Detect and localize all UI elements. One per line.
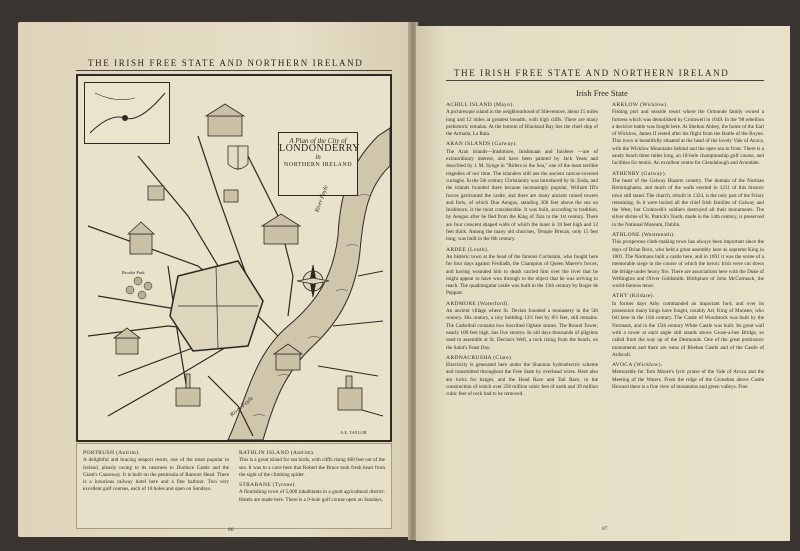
entry-heading: ARDNACRUSHA (Clare).: [446, 354, 513, 361]
entry-text: A flourishing town of 5,000 inhabitants in a good agricultural district. Hotels are made here. There is a 9-hole golf course open on Sundays.: [239, 489, 385, 503]
right-head-rule: [446, 80, 764, 81]
entry-heading: ATHENRY (Galway).: [612, 170, 667, 177]
londonderry-map: [76, 74, 392, 442]
map-title-in: in: [315, 153, 321, 161]
left-running-head: THE IRISH FREE STATE AND NORTHERN IRELAND: [88, 58, 364, 68]
entry-athenry: [612, 171, 764, 229]
entry-strabane: [239, 482, 385, 504]
entry-heading: RATHLIN ISLAND (Antrim).: [239, 450, 315, 456]
entry-ardmore: [446, 301, 598, 352]
entry-heading: ARAN ISLANDS (Galway).: [446, 141, 518, 148]
left-entries-box: [76, 443, 392, 529]
left-entries-col2: [239, 450, 385, 507]
entry-heading: ARDMORE (Waterford).: [446, 300, 510, 307]
entry-arklow: [612, 102, 764, 168]
entry-heading: ARDEE (Louth).: [446, 246, 489, 253]
section-title: Irish Free State: [576, 88, 628, 98]
left-entries-col1: [83, 450, 229, 497]
entry-text: A delightful and bracing seaport resort, one of the most popular in Ireland, pleasly owing to its nearness to Dunluce Castle and the Giant's Causeway. It is built on the peninsula of Ramore Head. There is a luxurious railway hotel here and a fine harbour. Two very excellent golf courses, each of 18 holes and open on Sundays.: [83, 457, 229, 493]
entry-heading: ARKLOW (Wicklow).: [612, 102, 669, 108]
entry-text: Memorable for Tom Moore's lyric praise of the Vale of Avoca and the Meeting of the Waters. From the ridge of the Croneban above Castle Howard there is a fine view of mountains and green valleys. Fine.: [612, 369, 764, 390]
entry-rathlin-island: [239, 450, 385, 479]
right-page: [416, 26, 790, 541]
map-title-cartouche: [278, 132, 361, 196]
entry-heading: ATHY (Kildare).: [612, 293, 655, 300]
right-col2: [612, 102, 764, 394]
entry-aran-islands: [446, 141, 598, 243]
entry-ardee: [446, 247, 598, 298]
map-title-line1: A Plan of the City of: [289, 137, 347, 145]
entry-text: The Aran islands—Inishmore, Inishmaan and Inisheer —are of extraordinary interest, and have been painted by Jack Yeats and described by J. M. Synge in "Riders to the Sea," one of the most terrible tragedies of our time. The islanders still use the ancient canvas-covered curraghs. In the 5th century Christianity was introduced by St. Enda, and the islands founded there became increasingly popular. William III's forces garrisoned the castle, and there are many ancient ruined towers and forts, of which Dun Aengus, standing 300 feet above the sea on Inishmore, is the most considerable. It was built, according to tradition, by Aengus after he fled from the King of Tara to the 1st century. There are four crescent shaped walls of which the inner is 18 feet high and 12 feet thick. Among the many old churches, Temple Brecan, only 15 feet long, was built in the 6th century.: [446, 148, 598, 243]
entry-athy: [612, 293, 764, 359]
right-running-head: THE IRISH FREE STATE AND NORTHERN IRELAND: [454, 68, 730, 78]
map-inset-locator: [84, 82, 170, 144]
left-page: [18, 22, 410, 537]
entry-heading: PORTRUSH (Antrim).: [83, 450, 140, 456]
entry-text: Fishing port and seaside resort where the Ormonde family owned a fortress which was demolished by Cromwell in 1649. In the '98 rebellion a decisive battle was fought here. At Shelton Abbey, the home of the Earl of Wicklow, James II rested after his flight from the Battle of the Boyne. This town is beautifully situated at the head of the lovely Vale of Avoca, with the Wicklow Mountains behind and the open sea in front. There is a sandy beach three miles long, an 18-hole championship golf course, and facilities for tennis. An excellent centre for Glendalough and Avondale.: [612, 109, 764, 167]
entry-portrush: [83, 450, 229, 494]
entry-text: This prosperous cloth-making town has always been important since the days of Brian Boru, who held a great assembly here as supreme King in 1001. The Normans built a castle here, and in 1691 it was the scene of a memorable siege in the course of which the heroic Irish were cut down the bridge under heavy fire. There are associations here with the Duke of Wellington and Oliver Goldsmith. Birthplace of John McCormack, the world-famous tenor.: [612, 239, 764, 290]
entry-heading: STRABANE (Tyrone).: [239, 482, 297, 489]
entry-text: A picturesque island in the neighbourhood of Slievemore, about 15 miles long and 12 miles at greatest breadth, with high cliffs. There are many prehistoric remains. At the bottom of Blacksod Bay lies the chief ship of the Armada, La Rata.: [446, 109, 598, 138]
entry-text: The heart of the Galway Blazers country. The domain of the Norman Berminghams, and much of the walls erected in 1211 of this historic town still stand. The church, rebuilt in 1324, is the only part of the Friary remaining. In it were buried all the chief Irish families of Galway and the West, but Cromwell's soldiers destroyed all their monuments. The silver shrine of St. Patrick's Tooth, made in the 14th century, is preserved in the National Museum, Dublin.: [612, 177, 764, 228]
entry-text: This is a great island for sea birds, with cliffs rising 400 feet out of the sea. It was to a cave here that Robert the Bruce took fresh heart from the sight of the climbing spider.: [239, 457, 385, 478]
entry-heading: ACHILL ISLAND (Mayo).: [446, 102, 515, 108]
entry-heading: AVOCA (Wicklow).: [612, 362, 663, 369]
entry-text: Electricity is generated here under the Shannon hydroelectric scheme and transmitted throughout the Free State by overhead wires. Here also are locks for barges, and the Head Race and Tail Race, in the construction of which over 250 million cubic feet of earth and 39 million cubic feet of rock had to be removed.: [446, 362, 598, 398]
right-col1: [446, 102, 598, 402]
entry-text: In former days Athy commanded an important ford, and over its possession many kings have fought, notably Art, King of Munster, who fell here in the 11th century. The Castle of Woodstock was built by the Normans, and in the 15th century White Castle was built. Its great wall with a tower at each angle still stands above Grose-a-bee Bridge, so called from the way up of the Desmonds. One of the great prehistoric monuments and there are ruins of Rheban Castle and of the Castle of Ardscull.: [612, 300, 764, 358]
entry-achill-island: [446, 102, 598, 138]
map-label-river-2: River Foyle: [229, 395, 255, 419]
entry-ardnacrusha: [446, 355, 598, 399]
left-head-rule: [76, 70, 392, 71]
map-artist-signature: A.E. TAYLOR: [340, 430, 367, 435]
entry-text: An historic town at the head of the famous Cuchulain, who fought here for four days against Ferdiadh, the Champion of Queen Maeve's forces, and having wounded him to death carried him over the river that he might appear to have won through to the object that he was striving to reach. The quadrangular castle was built in the 13th century by Roger de Peppart.: [446, 253, 598, 297]
map-title-region: NORTHERN IRELAND: [283, 162, 353, 168]
entry-avoca: [612, 362, 764, 391]
map-label-park: Brooke Park: [122, 270, 145, 275]
left-page-number: 86: [228, 527, 234, 533]
open-book: [18, 22, 794, 547]
right-page-number: 87: [602, 526, 608, 532]
entry-heading: ATHLONE (Westmeath).: [612, 232, 676, 239]
entry-athlone: [612, 232, 764, 290]
map-title-city: LONDONDERRY: [279, 143, 361, 154]
map-label-river: River Foyle: [314, 184, 330, 214]
entry-text: An ancient village where St. Declan founded a monastery in the 5th century. His oratory, a tiny building 13½ feet by 8½ feet, still remains. The Cathedral contains two inscribed Ogham stones. The Round Tower, nearly 100 feet high, has five storeys. In old days thousands of pilgrims used to assemble at St. Declan's Well, a rock rising from the beach, on the Saint's Feast Day.: [446, 308, 598, 351]
